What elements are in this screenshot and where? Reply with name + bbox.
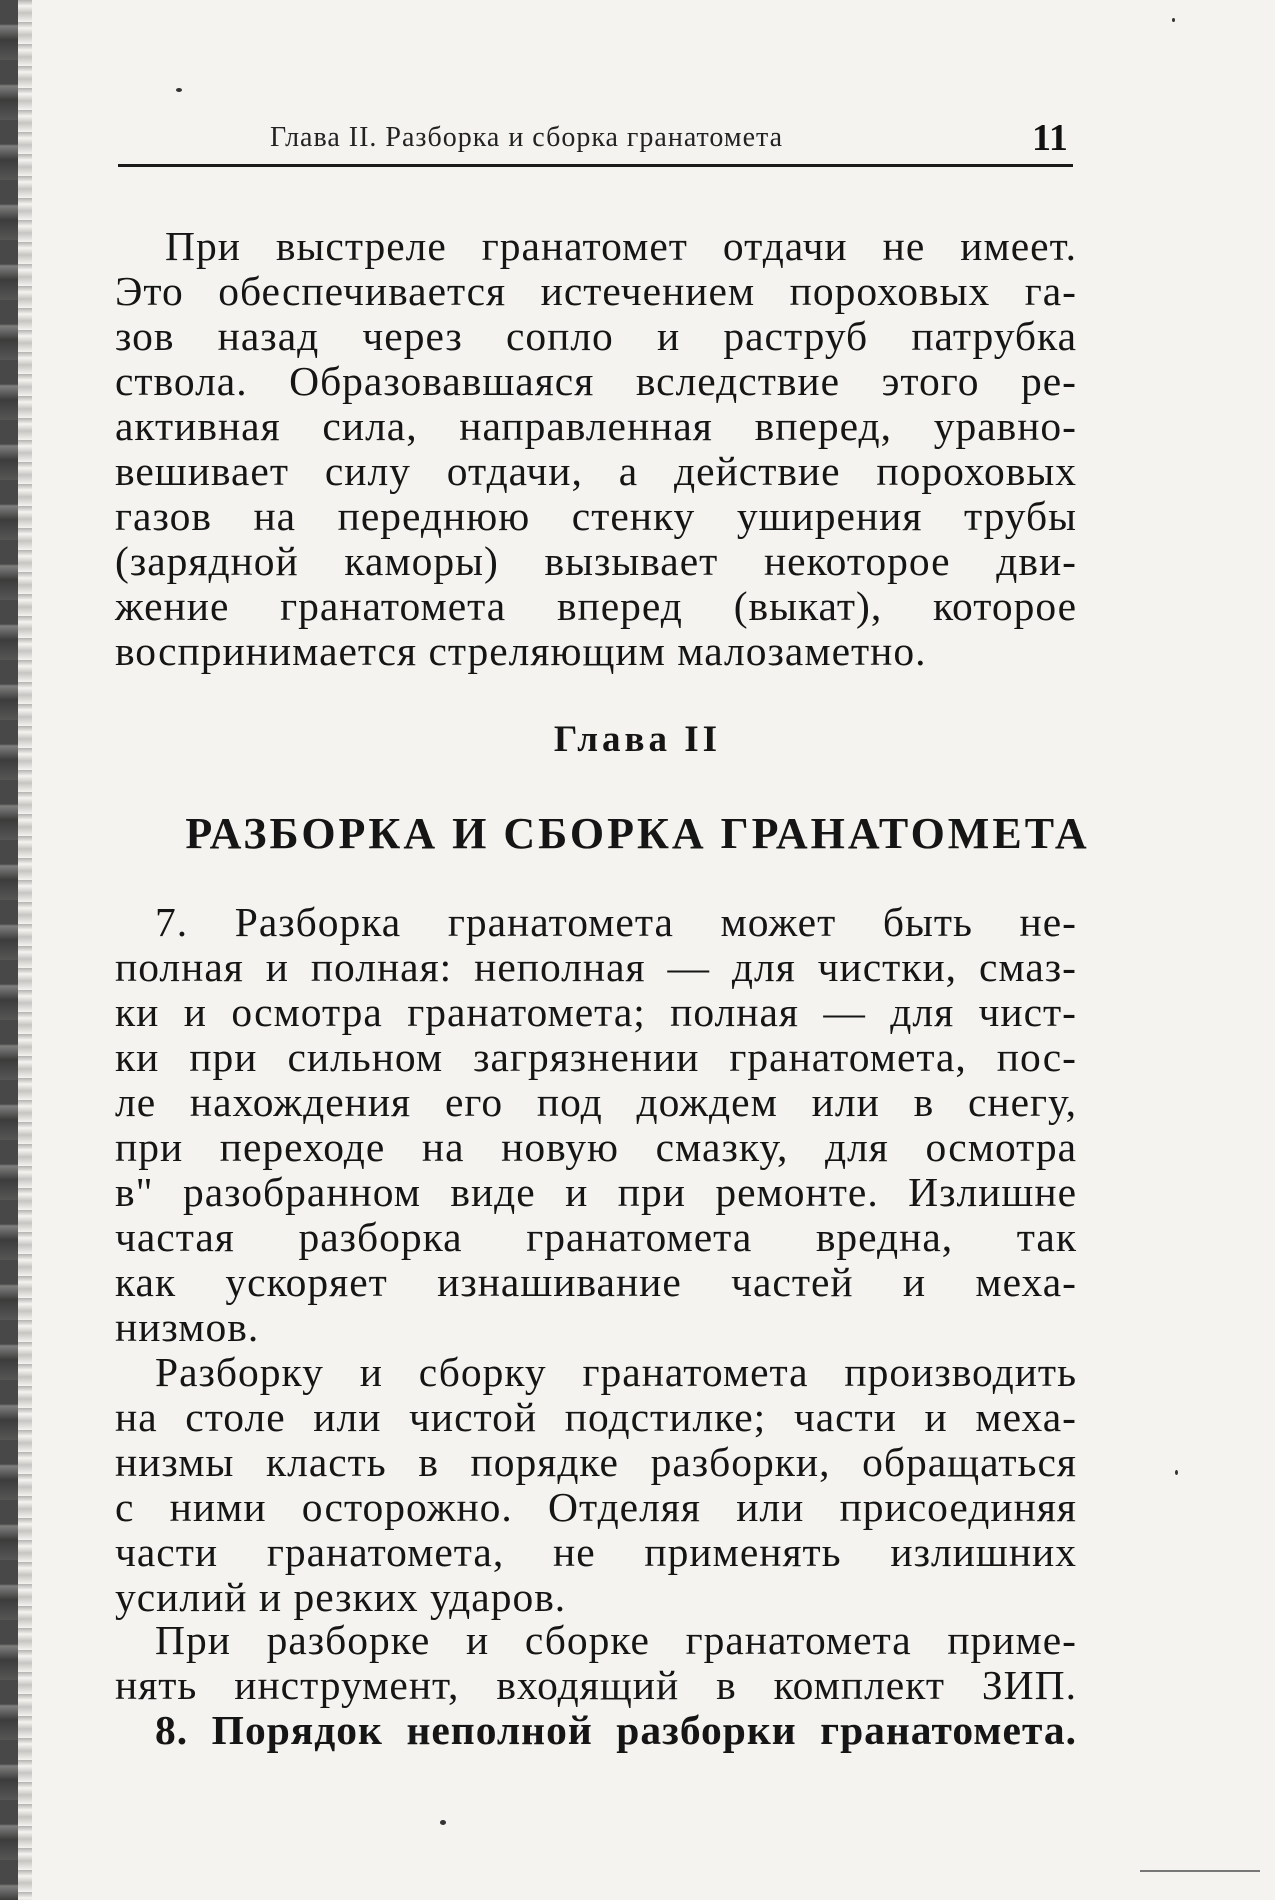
chapter-title: РАЗБОРКА И СБОРКА ГРАНАТОМЕТА xyxy=(185,809,1090,858)
text-line: жение гранатомета вперед (выкат), которое xyxy=(115,583,1077,629)
header-rule xyxy=(118,164,1073,167)
binding-edge xyxy=(0,0,18,1900)
text-line: части гранатомета, не применять излишних xyxy=(115,1529,1077,1575)
text-line: как ускоряет изнашивание частей и меха- xyxy=(115,1259,1077,1305)
binding-shadow xyxy=(18,0,32,1900)
text-line: воспринимается стреляющим малозаметно. xyxy=(115,628,927,674)
text-line: зов назад через сопло и раструб патрубка xyxy=(115,313,1077,359)
text-line: на столе или чистой подстилке; части и меха- xyxy=(115,1394,1077,1440)
print-mark xyxy=(1140,1870,1260,1872)
text-line: вешивает силу отдачи, а действие пороховых xyxy=(115,448,1077,494)
text-line: усилий и резких ударов. xyxy=(115,1574,567,1620)
print-speck xyxy=(1172,18,1175,22)
text-line: При выстреле гранатомет отдачи не имеет. xyxy=(165,223,1077,269)
text-line: при переходе на новую смазку, для осмотра xyxy=(115,1124,1077,1170)
text-line: ле нахождения его под дождем или в снегу, xyxy=(115,1079,1077,1125)
text-line: газов на переднюю стенку уширения трубы xyxy=(115,493,1077,539)
text-line: активная сила, направленная вперед, уравно- xyxy=(115,403,1077,449)
paragraph-tools xyxy=(115,1618,1077,1708)
text-line: Разборку и сборку гранатомета производить xyxy=(155,1349,1077,1395)
text-line: нять инструмент, входящий в комплект ЗИП. xyxy=(115,1662,1077,1708)
text-line: Это обеспечивается истечением пороховых га- xyxy=(115,268,1077,314)
section-8-heading xyxy=(115,1708,1077,1753)
paragraph-recoil xyxy=(115,224,1077,674)
text-line: полная и полная: неполная — для чистки, смаз- xyxy=(115,944,1077,990)
section-heading-line: 8. Порядок неполной разборки гранатомета. xyxy=(155,1707,1077,1753)
text-line: ствола. Образовавшаяся вследствие этого ре- xyxy=(115,358,1077,404)
text-line: ки и осмотра гранатомета; полная — для чист- xyxy=(115,989,1077,1035)
print-speck xyxy=(440,1820,446,1825)
text-line: 7. Разборка гранатомета может быть не- xyxy=(155,899,1077,945)
text-line: низмы класть в порядке разборки, обращаться xyxy=(115,1439,1077,1485)
text-line: (зарядной каморы) вызывает некоторое дви- xyxy=(115,538,1077,584)
text-line: частая разборка гранатомета вредна, так xyxy=(115,1214,1077,1260)
text-line: При разборке и сборке гранатомета приме- xyxy=(155,1617,1077,1663)
running-title: Глава II. Разборка и сборка гранатомета xyxy=(270,122,784,153)
text-line: низмов. xyxy=(115,1304,260,1350)
chapter-label: Глава II xyxy=(553,719,722,760)
print-speck xyxy=(176,88,182,92)
text-line: с ними осторожно. Отделяя или присоединяя xyxy=(115,1484,1077,1530)
text-line: ки при сильном загрязнении гранатомета, пос- xyxy=(115,1034,1077,1080)
page-number: 11 xyxy=(1032,117,1068,159)
print-speck xyxy=(1175,1470,1178,1475)
text-line: в" разобранном виде и при ремонте. Излишне xyxy=(115,1169,1077,1215)
paragraph-assembly-rules xyxy=(115,1350,1077,1620)
paragraph-disassembly-types xyxy=(115,900,1077,1350)
